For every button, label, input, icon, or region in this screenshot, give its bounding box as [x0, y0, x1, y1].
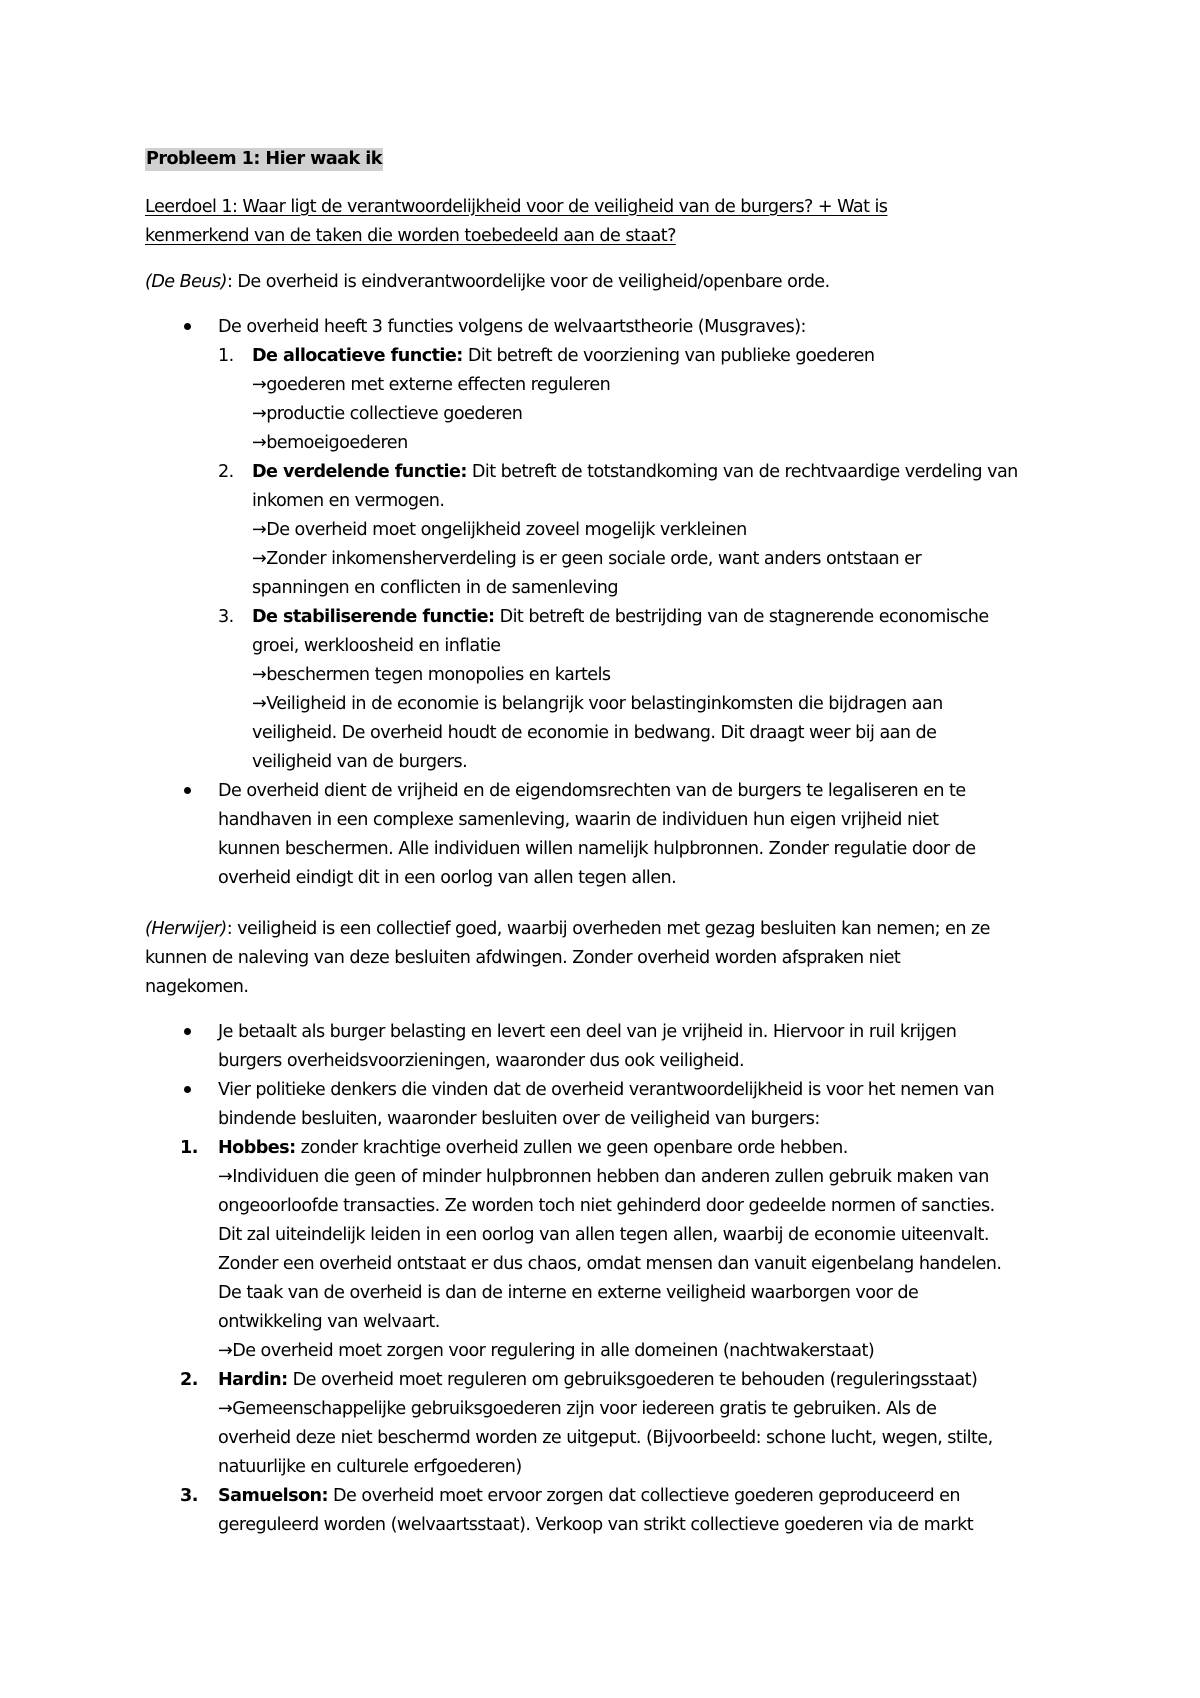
- sub-point: →Zonder inkomensherverdeling is er geen sociale orde, want anders ontstaan er: [252, 549, 922, 569]
- list-number: 2.: [180, 1370, 198, 1390]
- text-line: De overheid dient de vrijheid en de eigendomsrechten van de burgers te legaliseren en te: [218, 781, 966, 801]
- sub-point: →De overheid moet zorgen voor regulering in alle domeinen (nachtwakerstaat): [218, 1341, 875, 1361]
- learning-goal-line: kenmerkend van de taken die worden toebedeeld aan de staat?: [145, 226, 676, 246]
- text-line: kunnen de naleving van deze besluiten afdwingen. Zonder overheid worden afspraken niet: [145, 948, 901, 968]
- sub-point: →bemoeigoederen: [252, 433, 408, 453]
- beus-source: (De Beus): [145, 272, 227, 292]
- text-line: gereguleerd worden (welvaartsstaat). Verkoop van strikt collectieve goederen via de markt: [218, 1515, 974, 1535]
- text-line: kunnen beschermen. Alle individuen willen namelijk hulpbronnen. Zonder regulatie door de: [218, 839, 976, 859]
- function-stabiliserend: De stabiliserende functie: Dit betreft de bestrijding van de stagnerende economische: [252, 607, 989, 627]
- text-line: ontwikkeling van welvaart.: [218, 1312, 440, 1332]
- text-line: Zonder een overheid ontstaat er dus chaos, omdat mensen dan vanuit eigenbelang handelen.: [218, 1254, 1002, 1274]
- sub-point: →goederen met externe effecten reguleren: [252, 375, 611, 395]
- text-line: spanningen en conflicten in de samenleving: [252, 578, 618, 598]
- text-line: bindende besluiten, waaronder besluiten over de veiligheid van burgers:: [218, 1109, 820, 1129]
- sub-point: →productie collectieve goederen: [252, 404, 523, 424]
- sub-point: →Veiligheid in de economie is belangrijk voor belastinginkomsten die bijdragen aan: [252, 694, 943, 714]
- function-allocatief: De allocatieve functie: Dit betreft de voorziening van publieke goederen: [252, 346, 875, 366]
- list-number: 3.: [180, 1486, 198, 1506]
- text-line: handhaven in een complexe samenleving, waarin de individuen hun eigen vrijheid niet: [218, 810, 939, 830]
- text-line: overheid deze niet beschermd worden ze uitgeput. (Bijvoorbeeld: schone lucht, wegen, stilte,: [218, 1428, 993, 1448]
- bullet-icon: [184, 787, 191, 794]
- bullet-icon: [184, 1028, 191, 1035]
- list-number: 3.: [218, 607, 234, 627]
- text-line: groei, werkloosheid en inflatie: [252, 636, 501, 656]
- text-line: ongeoorloofde transacties. Ze worden toch niet gehinderd door gedeelde normen of sancties.: [218, 1196, 995, 1216]
- text-line: natuurlijke en culturele erfgoederen): [218, 1457, 522, 1477]
- text-line: →Individuen die geen of minder hulpbronnen hebben dan anderen zullen gebruik maken van: [218, 1167, 989, 1187]
- thinker-samuelson: Samuelson: De overheid moet ervoor zorgen dat collectieve goederen geproduceerd en: [218, 1486, 961, 1506]
- text-line: burgers overheidsvoorzieningen, waaronder dus ook veiligheid.: [218, 1051, 745, 1071]
- thinker-hardin: Hardin: De overheid moet reguleren om gebruiksgoederen te behouden (reguleringsstaat): [218, 1370, 978, 1390]
- text-line: veiligheid. De overheid houdt de economie in bedwang. Dit draagt weer bij aan de: [252, 723, 937, 743]
- sub-point: →beschermen tegen monopolies en kartels: [252, 665, 611, 685]
- text-line: De taak van de overheid is dan de interne en externe veiligheid waarborgen voor de: [218, 1283, 919, 1303]
- text-line: veiligheid van de burgers.: [252, 752, 468, 772]
- text-line: Je betaalt als burger belasting en levert een deel van je vrijheid in. Hiervoor in ruil krijgen: [218, 1022, 957, 1042]
- text-line: nagekomen.: [145, 977, 249, 997]
- herwijer-intro: (Herwijer): veiligheid is een collectief goed, waarbij overheden met gezag besluiten kan nemen; en ze: [145, 919, 990, 939]
- text-line: overheid eindigt dit in een oorlog van allen tegen allen.: [218, 868, 677, 888]
- page-title: Probleem 1: Hier waak ik: [146, 149, 382, 169]
- beus-bullet-functions: De overheid heeft 3 functies volgens de welvaartstheorie (Musgraves):: [218, 317, 806, 337]
- list-number: 2.: [218, 462, 234, 482]
- list-number: 1.: [180, 1138, 198, 1158]
- list-number: 1.: [218, 346, 234, 366]
- bullet-icon: [184, 323, 191, 330]
- function-verdelend: De verdelende functie: Dit betreft de totstandkoming van de rechtvaardige verdeling van: [252, 462, 1018, 482]
- sub-point: →Gemeenschappelijke gebruiksgoederen zijn voor iedereen gratis te gebruiken. Als de: [218, 1399, 937, 1419]
- text-line: Dit zal uiteindelijk leiden in een oorlog van allen tegen allen, waarbij de economie uiteenvalt.: [218, 1225, 989, 1245]
- bullet-icon: [184, 1086, 191, 1093]
- sub-point: →De overheid moet ongelijkheid zoveel mogelijk verkleinen: [252, 520, 747, 540]
- beus-intro: (De Beus): De overheid is eindverantwoordelijke voor de veiligheid/openbare orde.: [145, 272, 830, 292]
- herwijer-source: (Herwijer): [145, 919, 227, 939]
- thinker-hobbes: Hobbes: zonder krachtige overheid zullen we geen openbare orde hebben.: [218, 1138, 848, 1158]
- learning-goal-line: Leerdoel 1: Waar ligt de verantwoordelijkheid voor de veiligheid van de burgers? + Wat is: [145, 197, 888, 217]
- text-line: inkomen en vermogen.: [252, 491, 445, 511]
- text-line: Vier politieke denkers die vinden dat de overheid verantwoordelijkheid is voor het nemen van: [218, 1080, 995, 1100]
